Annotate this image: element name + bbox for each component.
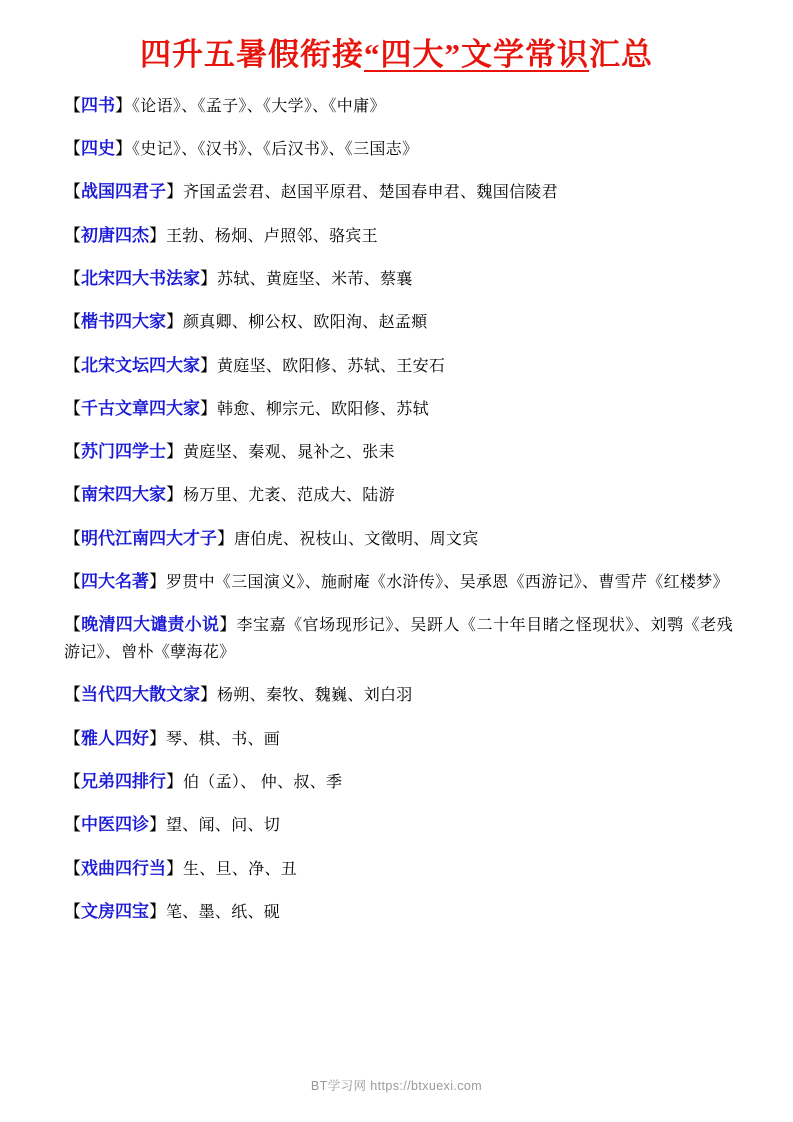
entry-detail: 《论语》、《孟子》、《大学》、《中庸》: [132, 97, 386, 115]
entry-detail: 黄庭坚、秦观、晁补之、张耒: [183, 444, 395, 462]
entry-term: 四书: [81, 95, 115, 115]
bracket-open: 【: [64, 772, 81, 791]
entry-detail: 生、旦、净、丑: [183, 860, 298, 878]
list-item: [64, 726, 733, 753]
bracket-close: 】: [115, 95, 132, 115]
list-item: [64, 526, 733, 553]
list-item: [64, 309, 733, 336]
entry-term: 北宋文坛四大家: [81, 355, 200, 375]
bracket-open: 【: [64, 139, 81, 159]
entry-detail: 黄庭坚、欧阳修、苏轼、王安石: [217, 357, 446, 375]
footer-watermark: BT学习网 https://btxuexi.com: [310, 1079, 483, 1093]
bracket-open: 【: [64, 182, 81, 202]
bracket-close: 】: [200, 268, 217, 288]
list-item: [64, 482, 733, 509]
entry-term: 明代江南四大才子: [81, 528, 217, 548]
entry-detail: 韩愈、柳宗元、欧阳修、苏轼: [217, 400, 429, 418]
bracket-open: 【: [64, 728, 81, 748]
list-item: [64, 569, 733, 596]
bracket-close: 】: [149, 815, 166, 835]
entry-term: 战国四君子: [81, 182, 166, 202]
entry-detail: 颜真卿、柳公权、欧阳洵、赵孟頫: [183, 314, 428, 332]
entry-term: 当代四大散文家: [81, 685, 200, 705]
page-title: [26, 36, 767, 75]
list-item: [64, 93, 733, 120]
bracket-close: 】: [200, 355, 217, 375]
entry-detail: 罗贯中《三国演义》、施耐庵《水浒传》、吴承恩《西游记》、曹雪芹《红楼梦》: [166, 574, 729, 592]
entry-term: 四史: [81, 139, 115, 159]
bracket-open: 【: [64, 95, 81, 115]
bracket-open: 【: [64, 225, 81, 245]
list-item: [64, 353, 733, 380]
bracket-open: 【: [64, 528, 81, 548]
list-item: [64, 856, 733, 883]
entry-term: 楷书四大家: [81, 312, 166, 332]
entry-detail: 琴、棋、书、画: [166, 730, 281, 748]
bracket-open: 【: [64, 398, 81, 418]
bracket-open: 【: [64, 572, 81, 592]
list-item: [64, 266, 733, 293]
list-item: [64, 223, 733, 250]
list-item: [64, 682, 733, 709]
entry-detail: 苏轼、黄庭坚、米芾、蔡襄: [217, 270, 413, 288]
entry-term: 南宋四大家: [81, 485, 166, 505]
entry-term: 文房四宝: [81, 901, 149, 921]
bracket-close: 】: [166, 772, 183, 791]
entry-detail: 笔、墨、纸、砚: [166, 903, 281, 921]
list-item: [64, 812, 733, 839]
entry-term: 晚清四大谴责小说: [81, 615, 220, 635]
list-item: [64, 136, 733, 163]
bracket-close: 】: [149, 728, 166, 748]
bracket-close: 】: [200, 398, 217, 418]
title-suffix: 汇总: [589, 37, 653, 72]
entry-term: 四大名著: [81, 572, 149, 592]
entry-detail: 伯（孟）、 仲、叔、季: [183, 774, 343, 791]
bracket-close: 】: [149, 901, 166, 921]
entry-term: 中医四诊: [81, 815, 149, 835]
entry-detail: 杨万里、尤袤、范成大、陆游: [183, 487, 395, 505]
bracket-open: 【: [64, 485, 81, 505]
entry-term: 雅人四好: [81, 728, 149, 748]
bracket-close: 】: [166, 485, 183, 505]
list-item: [64, 439, 733, 466]
list-item: [64, 769, 733, 796]
bracket-open: 【: [64, 815, 81, 835]
bracket-open: 【: [64, 355, 81, 375]
entry-term: 千古文章四大家: [81, 398, 200, 418]
bracket-open: 【: [64, 901, 81, 921]
list-item: [64, 612, 733, 666]
bracket-open: 【: [64, 858, 81, 878]
bracket-close: 】: [149, 572, 166, 592]
entry-term: 苏门四学士: [81, 442, 166, 462]
entry-detail: 杨朔、秦牧、魏巍、刘白羽: [217, 687, 413, 705]
list-item: [64, 179, 733, 206]
list-item: [64, 899, 733, 926]
bracket-open: 【: [64, 268, 81, 288]
entry-list: [26, 93, 767, 926]
bracket-open: 【: [64, 685, 81, 705]
bracket-close: 】: [149, 225, 166, 245]
bracket-close: 】: [217, 528, 234, 548]
entry-detail: 《史记》、《汉书》、《后汉书》、《三国志》: [132, 141, 419, 159]
bracket-open: 【: [64, 442, 81, 462]
bracket-close: 】: [219, 615, 237, 635]
title-prefix: 四升五暑假衔接: [140, 37, 364, 72]
bracket-close: 】: [166, 858, 183, 878]
entry-detail: 唐伯虎、祝枝山、文徵明、周文宾: [234, 530, 479, 548]
bracket-close: 】: [200, 685, 217, 705]
bracket-close: 】: [166, 442, 183, 462]
entry-detail: 王勃、杨炯、卢照邻、骆宾王: [166, 227, 378, 245]
bracket-close: 】: [166, 182, 183, 202]
bracket-open: 【: [64, 312, 81, 332]
entry-term: 北宋四大书法家: [81, 268, 200, 288]
entry-term: 初唐四杰: [81, 225, 149, 245]
list-item: [64, 396, 733, 423]
bracket-open: 【: [64, 615, 82, 635]
entry-detail: 李宝嘉《官场现形记》、吴趼人《二十年目睹之怪现状》、刘鹗《老残游记》、曾朴《孽海花》: [64, 617, 734, 662]
entry-term: 兄弟四排行: [81, 772, 166, 791]
entry-detail: 望、闻、问、切: [166, 817, 281, 835]
bracket-close: 】: [166, 312, 183, 332]
title-underlined: “四大”文学常识: [364, 37, 589, 72]
entry-detail: 齐国孟尝君、赵国平原君、楚国春申君、魏国信陵君: [183, 184, 558, 202]
bracket-close: 】: [115, 139, 132, 159]
entry-term: 戏曲四行当: [81, 858, 166, 878]
